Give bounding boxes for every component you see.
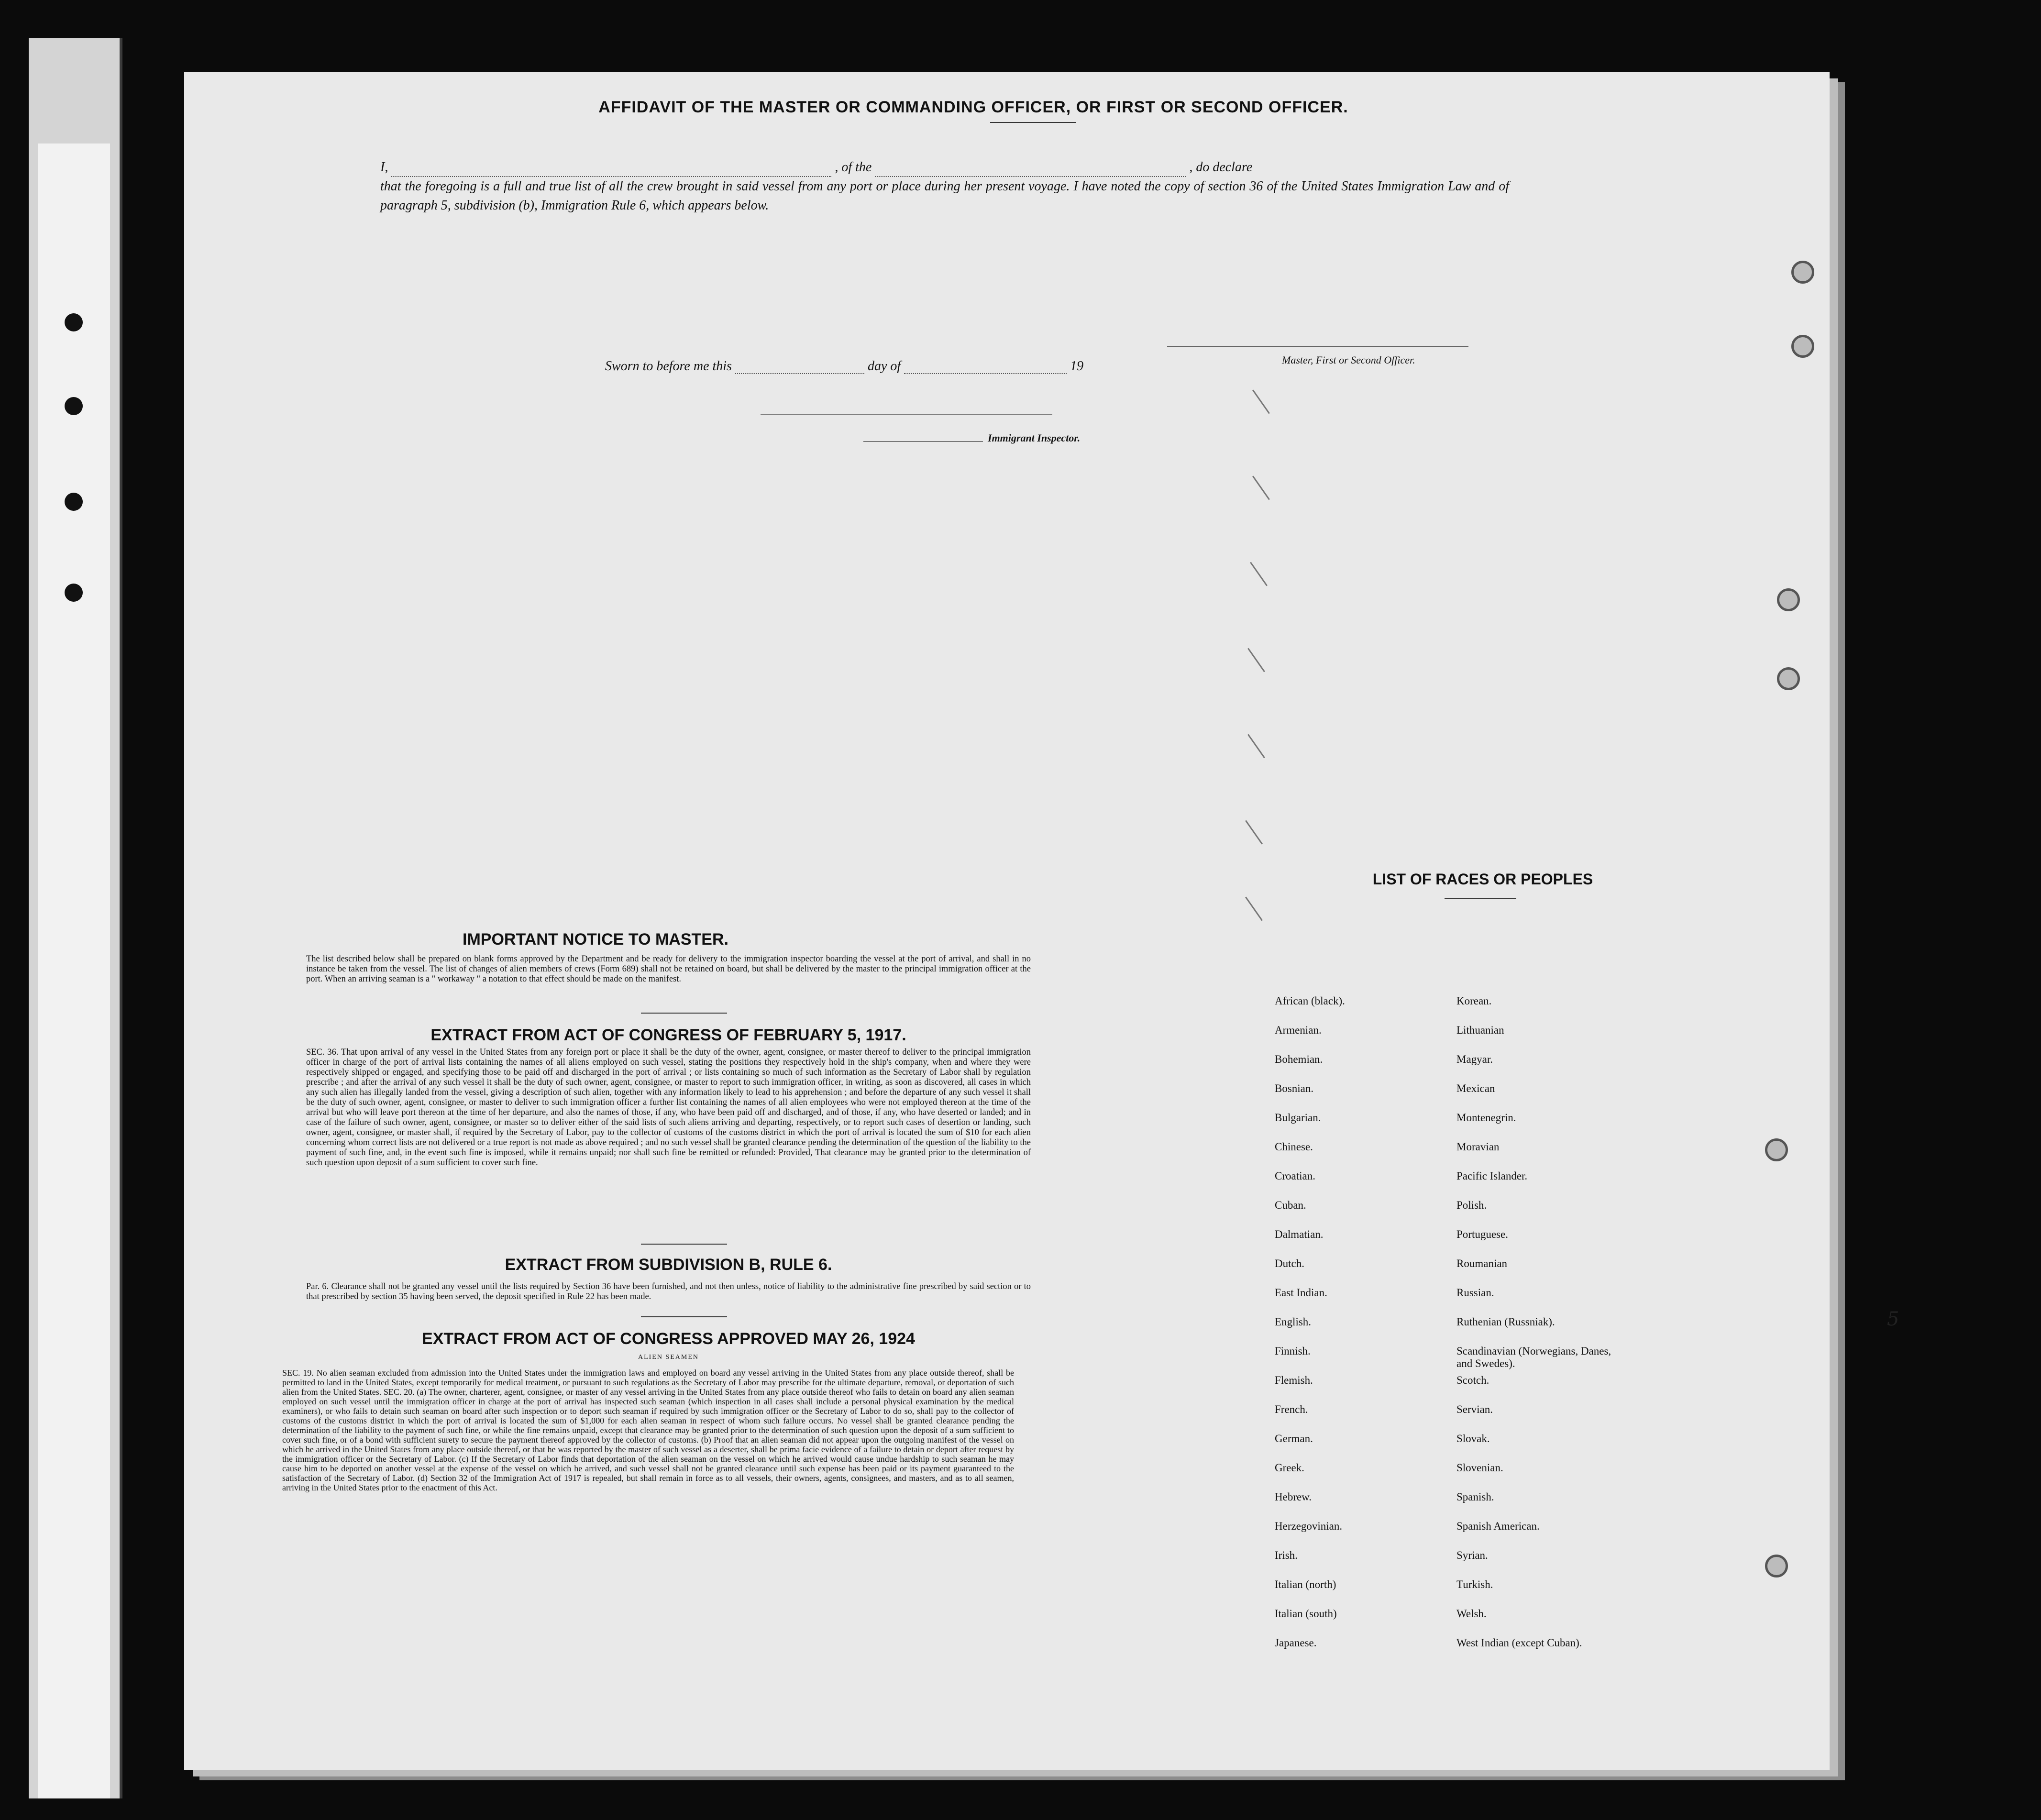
race-item: Mexican <box>1456 1082 1495 1094</box>
extract-rule6-text: Par. 6. Clearance shall not be granted any vessel until the lists required by Section 36 have been furnished, and not then unless, notice of liability to the administrative fine prescribed by said section or to that prescribed by section 35 having been served, the deposit specified in Rule 22 has been made. <box>306 1282 1031 1302</box>
race-item: African (black). <box>1275 995 1345 1007</box>
stray-mark <box>1245 897 1263 921</box>
binder-strip <box>38 143 110 1798</box>
extract-1917-text: SEC. 36. That upon arrival of any vessel in the United States from any foreign port or place it shall be the duty of the owner, agent, consignee, or master thereof to deliver to the principal immigration officer in charge of the port of arrival lists containing the names of all aliens employed on such vessel, stating the positions they respectively hold in the ship's company, when and where they were respectively shipped or engaged, and specifying those to be paid off and discharged in the port of arrival ; or lists containing so much of such information as the Secretary of Labor shall by regulation prescribe ; and after the arrival of any such vessel it shall be the duty of such owner, agent, consignee, or master to report to such immigration officer, in writing, as soon as discovered, all cases in which any such alien has illegally landed from the vessel, giving a description of such alien, together with any information likely to lead to his apprehension ; and before the departure of any such vessel it shall be the duty of such owner, agent, consignee, or master to deliver to such immigration officer a further list containing the names of all alien employees who were not employed thereon at the time of the arrival but who will leave port thereon at the time of her departure, and also the names of those, if any, who have been paid off and discharged, and of those, if any, who have deserted or landed; and in case of the failure of such owner, agent, consignee, or master so to deliver either of the said lists of such aliens arriving and departing, respectively, or to report such cases of desertion or landing, such owner, agent, consignee, or master shall, if required by the Secretary of Labor, pay to the collector of customs of the customs district in which the port of arrival is located the sum of $10 for each alien concerning whom correct lists are not delivered or a true report is not made as above required ; and no such vessel shall be granted clearance pending the determination of the question of the liability to the payment of such fine, and, in the event such fine is imposed, while it remains unpaid; nor shall such fine be remitted or refunded: Provided, That clearance may be granted prior to the determination of such question upon deposit of a sum sufficient to cover such fine. <box>306 1048 1031 1168</box>
race-item: Finnish. <box>1275 1345 1311 1357</box>
race-item: English. <box>1275 1316 1312 1328</box>
race-item: Servian. <box>1456 1403 1493 1415</box>
extract-rule6-title: EXTRACT FROM SUBDIVISION B, RULE 6. <box>505 1256 832 1274</box>
of-the-label: , of the <box>835 160 872 175</box>
day-of-label: day of <box>867 359 901 374</box>
inspector-line-upper <box>761 414 1052 415</box>
affidavit-title: AFFIDAVIT OF THE MASTER OR COMMANDING OFFICER, OR FIRST OR SECOND OFFICER. <box>598 98 1348 116</box>
extract-1924-text: SEC. 19. No alien seaman excluded from admission into the United States under the immigration laws and employed on board any vessel arriving in the United States from any place outside thereof, shall be permitted to land in the United States, except temporarily for medical treatment, or pursuant to such regulations as the Secretary of Labor may prescribe for the ultimate departure, removal, or deportation of such alien from the United States. SEC. 20. (a) The owner, charterer, agent, consignee, or master of any vessel arriving in the United States from any place outside thereof who fails to detain on board any alien seaman employed on such vessel until the immigration officer in charge at the port of arrival has inspected such seaman (which inspection in all cases shall include a personal physical examination by the medical examiners), or who fails to detain such seaman on board after such inspection or to deport such seaman if required by such immigration officer or the Secretary of Labor to do so, shall pay to the collector of customs of the customs district in which the port of arrival is located the sum of $1,000 for each alien seaman in respect of whom such failure occurs. No vessel shall be granted clearance pending the determination of the liability to the payment of such fine, or while the fine remains unpaid, except that clearance may be granted prior to the determination of such question upon the deposit of a sum sufficient to cover such fine, or of a bond with sufficient surety to secure the payment thereof approved by the collector of customs. (b) Proof that an alien seaman did not appear upon the outgoing manifest of the vessel on which he arrived in the United States from any place outside thereof, or that he was reported by the master of such vessel as a deserter, shall be prima facie evidence of a failure to detain or deport after request by the immigration officer or the Secretary of Labor. (c) If the Secretary of Labor finds that deportation of the alien seaman on the vessel on which he arrived would cause undue hardship to such seaman he may cause him to be deported on another vessel at the expense of the vessel on which he arrived, and such vessel shall not be granted clearance until such expense has been paid or its payment guaranteed to the satisfaction of the Secretary of Labor. (d) Section 32 of the Immigration Act of 1917 is repealed, but shall remain in force as to all vessels, their owners, agents, consignees, and masters, and as to all seamen, arriving in the United States prior to the enactment of this Act. <box>282 1368 1014 1492</box>
race-item: Cuban. <box>1275 1199 1306 1211</box>
race-item: Syrian. <box>1456 1549 1488 1561</box>
race-item: Armenian. <box>1275 1024 1322 1036</box>
race-item: Russian. <box>1456 1287 1494 1299</box>
race-item: Korean. <box>1456 995 1492 1007</box>
binder-hole <box>65 493 83 511</box>
sworn-day-field[interactable] <box>735 373 864 374</box>
race-item: Herzegovinian. <box>1275 1520 1343 1532</box>
race-item: Irish. <box>1275 1549 1298 1561</box>
do-declare-label: , do declare <box>1189 160 1253 175</box>
race-item: Moravian <box>1456 1141 1500 1153</box>
inspector-signature-line <box>863 441 983 442</box>
master-signature-line <box>1167 346 1468 347</box>
race-item: Flemish. <box>1275 1374 1313 1386</box>
sworn-month-field[interactable] <box>904 373 1067 374</box>
margin-note: 5 <box>1887 1308 1899 1330</box>
race-item: East Indian. <box>1275 1287 1327 1299</box>
race-item: Scandinavian (Norwegians, Danes, and Swedes). <box>1456 1345 1611 1369</box>
race-item: Montenegrin. <box>1456 1112 1516 1124</box>
race-item: Bohemian. <box>1275 1053 1323 1065</box>
master-caption: Master, First or Second Officer. <box>1282 354 1415 366</box>
extract-1924-subtitle: ALIEN SEAMEN <box>638 1354 699 1361</box>
divider <box>990 122 1076 123</box>
notice-title: IMPORTANT NOTICE TO MASTER. <box>463 930 728 949</box>
notice-text: The list described below shall be prepared on blank forms approved by the Department and be ready for delivery to the immigration inspector boarding the vessel at the port of arrival, and shall in no instance be taken from the vessel. The list of changes of alien members of crews (Form 689) shall not be retained on board, but shall be delivered by the master to the principal immigration officer at the port. When an arriving seaman is a " workaway " a notation to that effect should be made on the manifest. <box>306 954 1031 984</box>
stray-mark <box>1247 648 1265 673</box>
race-item: German. <box>1275 1433 1313 1445</box>
race-item: Portuguese. <box>1456 1228 1508 1240</box>
stray-mark <box>1247 734 1265 759</box>
race-item: Ruthenian (Russniak). <box>1456 1316 1555 1328</box>
divider <box>641 1316 727 1317</box>
race-item: West Indian (except Cuban). <box>1456 1637 1582 1649</box>
declaration-line <box>380 158 1509 177</box>
page-hole <box>1777 667 1800 690</box>
stray-mark <box>1250 562 1268 586</box>
race-item: Roumanian <box>1456 1257 1508 1269</box>
binder-hole <box>65 584 83 602</box>
race-item: Italian (south) <box>1275 1608 1337 1620</box>
extract-1917-title: EXTRACT FROM ACT OF CONGRESS OF FEBRUARY 5, 1917. <box>430 1026 906 1044</box>
page-hole <box>1791 261 1814 284</box>
race-item: Slovenian. <box>1456 1462 1503 1474</box>
sworn-label: Sworn to before me this <box>605 359 732 374</box>
affidavit-paragraph <box>380 158 1509 215</box>
year-label: 19 <box>1070 359 1084 374</box>
page-hole <box>1791 335 1814 358</box>
race-item: Welsh. <box>1456 1608 1487 1620</box>
binder-hole <box>65 313 83 331</box>
i-label: I, <box>380 160 388 175</box>
race-item: Spanish American. <box>1456 1520 1540 1532</box>
race-item: Spanish. <box>1456 1491 1494 1503</box>
page-hole <box>1777 588 1800 611</box>
race-item: Chinese. <box>1275 1141 1313 1153</box>
stray-mark <box>1245 820 1263 845</box>
race-item: Dutch. <box>1275 1257 1304 1269</box>
divider <box>641 1013 727 1014</box>
binder-hole <box>65 397 83 415</box>
stray-mark <box>1252 476 1270 500</box>
extract-1924-title: EXTRACT FROM ACT OF CONGRESS APPROVED MAY 26, 1924 <box>422 1330 915 1348</box>
race-item: Scotch. <box>1456 1374 1489 1386</box>
race-item: Hebrew. <box>1275 1491 1312 1503</box>
race-item: Slovak. <box>1456 1433 1490 1445</box>
race-item: Pacific Islander. <box>1456 1170 1528 1182</box>
race-item: Croatian. <box>1275 1170 1315 1182</box>
inspector-caption: Immigrant Inspector. <box>988 432 1081 444</box>
stray-mark <box>1252 390 1270 414</box>
race-item: Italian (north) <box>1275 1578 1336 1590</box>
divider <box>641 1244 727 1245</box>
race-item: Lithuanian <box>1456 1024 1504 1036</box>
page-hole <box>1765 1138 1788 1161</box>
race-item: Dalmatian. <box>1275 1228 1324 1240</box>
affidavit-statement: that the foregoing is a full and true list of all the crew brought in said vessel from any port or place during her present voyage. I have noted the copy of section 36 of the United States Immigration Law and of paragraph 5, subdivision (b), Immigration Rule 6, which appears below. <box>380 179 1509 213</box>
sworn-line <box>605 359 1370 374</box>
document-page <box>184 72 1830 1770</box>
races-title: LIST OF RACES OR PEOPLES <box>1372 871 1593 888</box>
race-item: Magyar. <box>1456 1053 1493 1065</box>
race-item: Bosnian. <box>1275 1082 1314 1094</box>
divider <box>1445 898 1516 899</box>
race-item: Greek. <box>1275 1462 1304 1474</box>
page-hole <box>1765 1555 1788 1577</box>
race-item: Japanese. <box>1275 1637 1317 1649</box>
race-item: Bulgarian. <box>1275 1112 1321 1124</box>
race-item: Polish. <box>1456 1199 1487 1211</box>
race-item: French. <box>1275 1403 1308 1415</box>
race-item: Turkish. <box>1456 1578 1493 1590</box>
